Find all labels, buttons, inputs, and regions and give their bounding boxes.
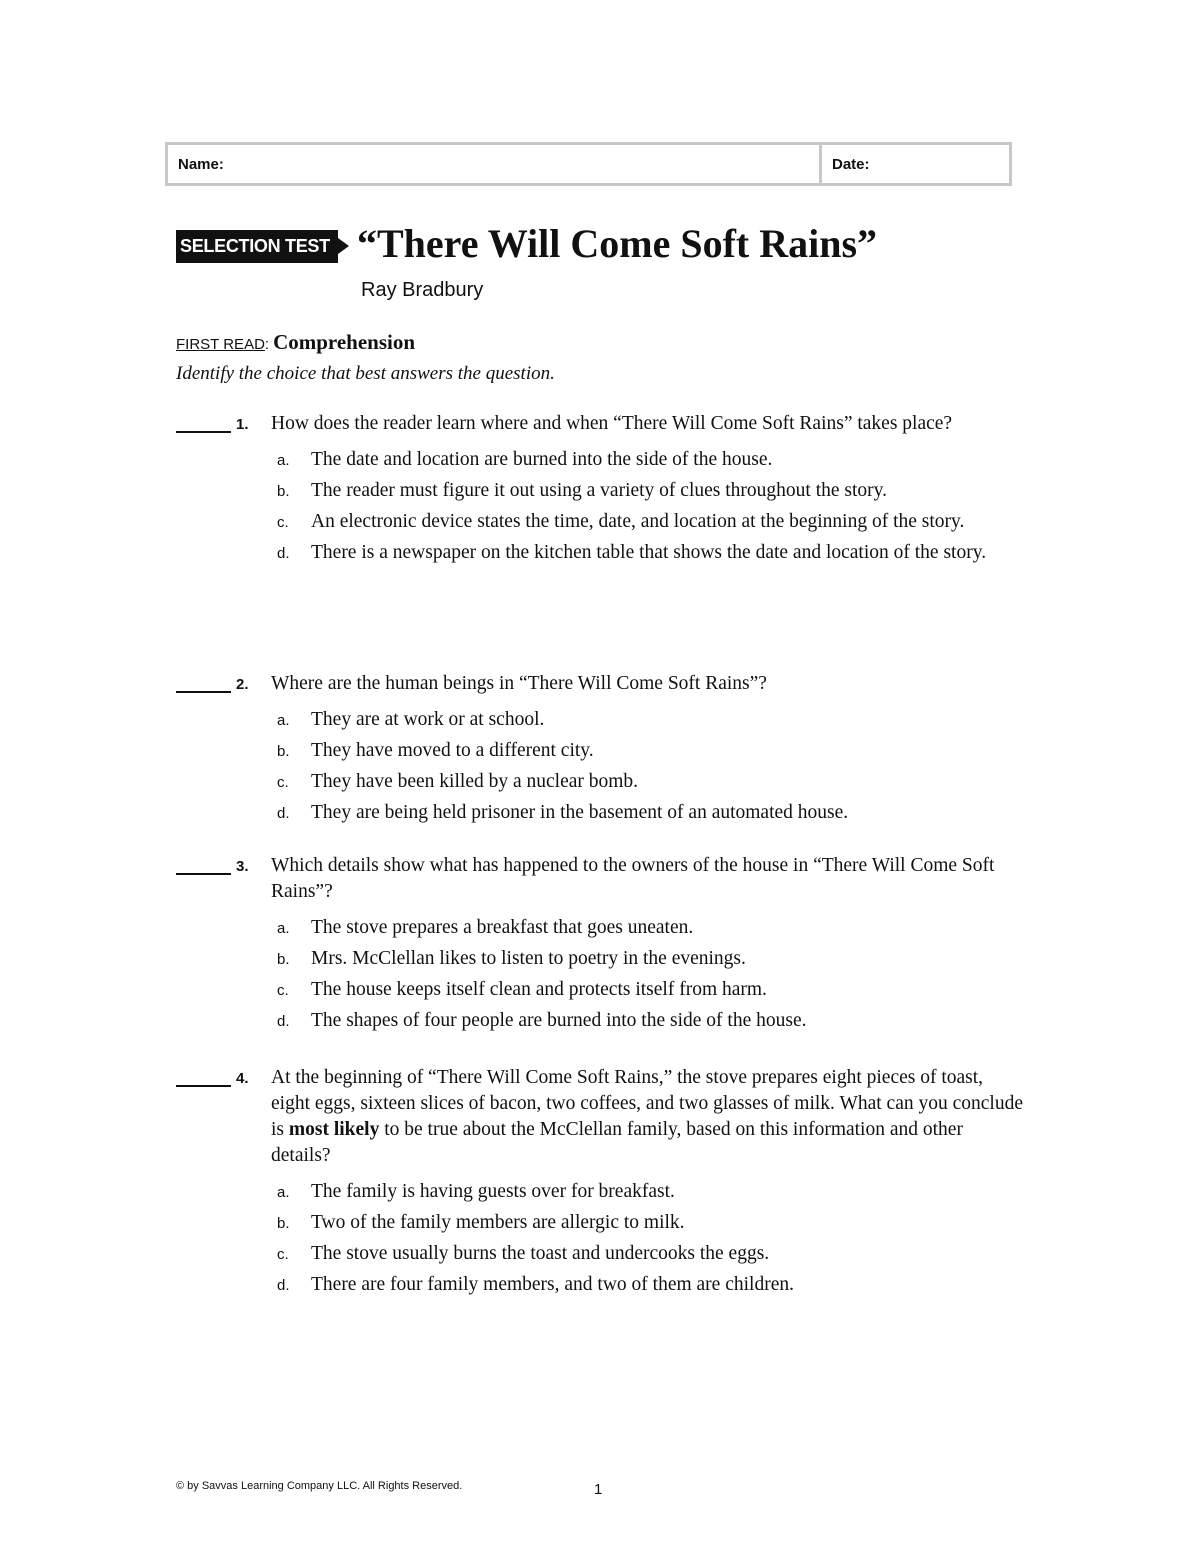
choice-b: [176, 946, 1026, 972]
question-4: [176, 1065, 1026, 1303]
question-number: 1.: [236, 416, 249, 433]
question-text: Where are the human beings in “There Will Come Soft Rains”?: [271, 673, 767, 694]
choice-text: They are being held prisoner in the basement of an automated house.: [311, 802, 849, 823]
section-heading: [176, 330, 415, 355]
choice-a: [176, 915, 1026, 941]
choice-text: There is a newspaper on the kitchen table that shows the date and location of the story.: [311, 542, 987, 563]
question-text-emphasis: most likely: [288, 1119, 380, 1140]
selection-test-tag: SELECTION TEST: [176, 230, 338, 263]
date-field[interactable]: [822, 145, 1009, 183]
page-title: “There Will Come Soft Rains”: [357, 221, 878, 266]
choice-letter: a.: [277, 712, 290, 729]
choice-text: An electronic device states the time, date, and location at the beginning of the story.: [311, 511, 965, 532]
choice-letter: b.: [277, 1215, 290, 1232]
date-label: Date:: [832, 155, 870, 173]
name-date-box: [165, 142, 1012, 186]
question-text: [271, 1067, 1023, 1166]
section-colon: :: [264, 336, 270, 353]
answer-blank[interactable]: [176, 1065, 231, 1087]
choice-letter: c.: [277, 982, 289, 999]
choice-letter: a.: [277, 1184, 290, 1201]
question-number: 3.: [236, 858, 249, 875]
choice-letter: d.: [277, 1013, 290, 1030]
answer-blank[interactable]: [176, 671, 231, 693]
choice-c: [176, 1241, 1026, 1267]
choice-text: The shapes of four people are burned into the side of the house.: [311, 1010, 807, 1031]
tag-arrow-icon: [338, 238, 349, 254]
choice-d: [176, 1008, 1026, 1034]
choice-letter: d.: [277, 1277, 290, 1294]
choice-letter: d.: [277, 545, 290, 562]
choice-b: [176, 738, 1026, 764]
choice-letter: c.: [277, 514, 289, 531]
choice-c: [176, 769, 1026, 795]
instructions: Identify the choice that best answers the question.: [176, 363, 555, 384]
choice-d: [176, 540, 1026, 566]
choice-text: They are at work or at school.: [311, 709, 545, 730]
question-number: 2.: [236, 676, 249, 693]
choice-b: [176, 478, 1026, 504]
choice-letter: b.: [277, 951, 290, 968]
choice-a: [176, 447, 1026, 473]
answer-blank[interactable]: [176, 853, 231, 875]
choice-c: [176, 509, 1026, 535]
choice-letter: a.: [277, 920, 290, 937]
choice-letter: b.: [277, 483, 290, 500]
choice-text: The family is having guests over for breakfast.: [311, 1181, 675, 1202]
choice-letter: a.: [277, 452, 290, 469]
choice-a: [176, 707, 1026, 733]
question-1: [176, 411, 1026, 571]
choice-d: [176, 800, 1026, 826]
choice-text: The house keeps itself clean and protects itself from harm.: [311, 979, 767, 1000]
choice-text: The reader must figure it out using a variety of clues throughout the story.: [311, 480, 888, 501]
choice-text: There are four family members, and two of them are children.: [311, 1274, 794, 1295]
choice-d: [176, 1272, 1026, 1298]
author: Ray Bradbury: [361, 279, 484, 301]
question-number: 4.: [236, 1070, 249, 1087]
choice-text: Mrs. McClellan likes to listen to poetry in the evenings.: [311, 948, 746, 969]
question-text: How does the reader learn where and when “There Will Come Soft Rains” takes place?: [271, 413, 953, 434]
page-number: 1: [594, 1481, 603, 1498]
choice-letter: d.: [277, 805, 290, 822]
choice-text: Two of the family members are allergic to milk.: [311, 1212, 685, 1233]
choice-letter: b.: [277, 743, 290, 760]
answer-blank[interactable]: [176, 411, 231, 433]
choice-c: [176, 977, 1026, 1003]
choice-a: [176, 1179, 1026, 1205]
section-title: Comprehension: [273, 330, 416, 354]
question-3: [176, 853, 1026, 1039]
choice-text: They have been killed by a nuclear bomb.: [311, 771, 639, 792]
choice-letter: c.: [277, 774, 289, 791]
choice-text: The stove usually burns the toast and undercooks the eggs.: [311, 1243, 770, 1264]
choice-b: [176, 1210, 1026, 1236]
choice-text: The stove prepares a breakfast that goes uneaten.: [311, 917, 694, 938]
name-label: Name:: [178, 155, 224, 173]
question-text: Which details show what has happened to the owners of the house in “There Will Come Soft Rains”?: [271, 855, 995, 902]
section-label: FIRST READ: [176, 336, 265, 353]
choice-letter: c.: [277, 1246, 289, 1263]
question-2: [176, 671, 1026, 831]
question-text-part: to be true about the McClellan family, based on this information and other details?: [271, 1119, 963, 1166]
question-text-part: At the beginning of “There Will Come Soft Rains,” the stove prepares eight pieces of toast, eight eggs, sixteen slices of bacon, two coffees, and two glasses of milk. What can you conclude is: [271, 1067, 1023, 1140]
choice-text: They have moved to a different city.: [311, 740, 594, 761]
name-field[interactable]: [168, 145, 822, 183]
copyright: © by Savvas Learning Company LLC. All Rights Reserved.: [176, 1480, 463, 1492]
choice-text: The date and location are burned into the side of the house.: [311, 449, 773, 470]
